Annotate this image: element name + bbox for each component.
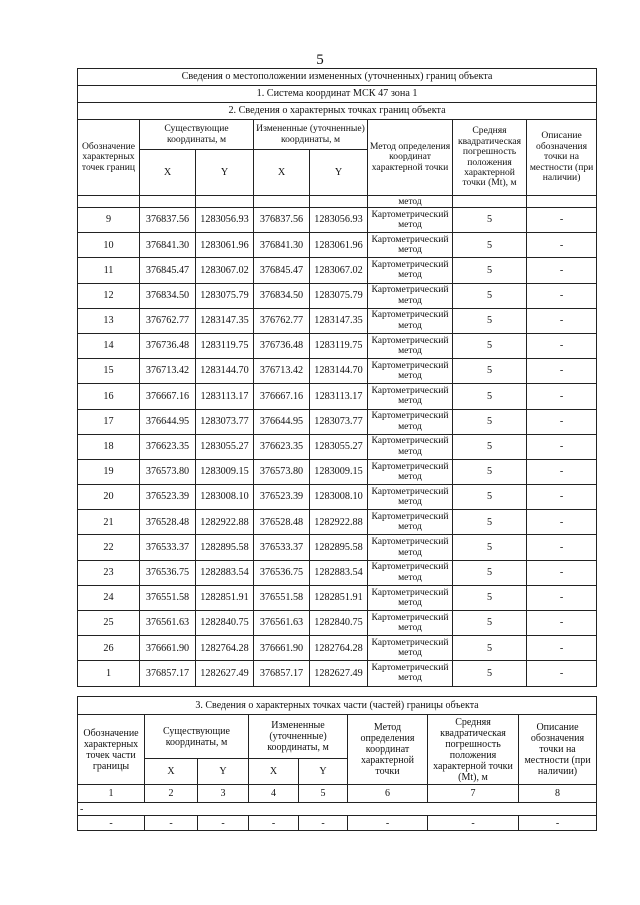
- y-existing: 1283075.79: [196, 283, 254, 308]
- x-existing: 376533.37: [140, 535, 196, 560]
- accuracy-cell: 5: [453, 384, 527, 409]
- s3-col-x-existing: X: [145, 759, 198, 785]
- accuracy-cell: 5: [453, 333, 527, 358]
- x-changed: 376523.39: [254, 485, 310, 510]
- col-y-existing: Y: [196, 150, 254, 196]
- point-number: 23: [78, 560, 140, 585]
- accuracy-cell: 5: [453, 308, 527, 333]
- description-cell: -: [527, 434, 597, 459]
- description-cell: -: [527, 510, 597, 535]
- x-changed: 376857.17: [254, 661, 310, 686]
- y-existing: 1282627.49: [196, 661, 254, 686]
- col-accuracy: Средняя квадратическая погрешность положения характерной точки (Mt), м: [453, 120, 527, 196]
- x-existing: 376841.30: [140, 233, 196, 258]
- table-row: [78, 535, 597, 560]
- s3-col-accuracy: Средняя квадратическая погрешность положения характерной точки (Mt), м: [428, 715, 519, 785]
- y-existing: 1282895.58: [196, 535, 254, 560]
- table-row: [78, 585, 597, 610]
- method-cell: Картометрический метод: [368, 611, 453, 636]
- x-existing: 376736.48: [140, 333, 196, 358]
- x-existing: 376573.80: [140, 459, 196, 484]
- s3-col-designation: Обозначение характерных точек части границы: [78, 715, 145, 785]
- accuracy-cell: 5: [453, 233, 527, 258]
- col-changed: Измененные (уточненные) координаты, м: [254, 120, 368, 150]
- x-changed: 376644.95: [254, 409, 310, 434]
- boundary-points-table: [77, 68, 597, 687]
- description-cell: -: [527, 208, 597, 233]
- col-y-changed: Y: [310, 150, 368, 196]
- method-cell: Картометрический метод: [368, 459, 453, 484]
- method-cell: Картометрический метод: [368, 359, 453, 384]
- table-row: [78, 611, 597, 636]
- point-number: 25: [78, 611, 140, 636]
- s3-col-method: Метод определения координат характерной точки: [348, 715, 428, 785]
- accuracy-cell: 5: [453, 459, 527, 484]
- point-number: 18: [78, 434, 140, 459]
- point-number: 9: [78, 208, 140, 233]
- point-number: 19: [78, 459, 140, 484]
- y-changed: 1282895.58: [310, 535, 368, 560]
- s3-num: 5: [299, 785, 348, 803]
- s3-empty-cell: -: [519, 816, 597, 831]
- accuracy-cell: 5: [453, 359, 527, 384]
- y-changed: 1282851.91: [310, 585, 368, 610]
- point-number: 21: [78, 510, 140, 535]
- description-cell: -: [527, 585, 597, 610]
- s3-empty-cell: -: [428, 816, 519, 831]
- point-number: 22: [78, 535, 140, 560]
- y-existing: 1283113.17: [196, 384, 254, 409]
- y-existing: 1283055.27: [196, 434, 254, 459]
- y-changed: 1283073.77: [310, 409, 368, 434]
- accuracy-cell: 5: [453, 661, 527, 686]
- s3-col-y-changed: Y: [299, 759, 348, 785]
- x-changed: 376845.47: [254, 258, 310, 283]
- s3-empty-cell: -: [198, 816, 249, 831]
- method-cell: Картометрический метод: [368, 560, 453, 585]
- method-cell: Картометрический метод: [368, 409, 453, 434]
- x-changed: 376561.63: [254, 611, 310, 636]
- s3-col-existing: Существующие координаты, м: [145, 715, 249, 759]
- accuracy-cell: 5: [453, 585, 527, 610]
- x-changed: 376667.16: [254, 384, 310, 409]
- page-number: 5: [316, 52, 324, 68]
- s3-col-description: Описание обозначения точки на местности (при наличии): [519, 715, 597, 785]
- x-changed: 376834.50: [254, 283, 310, 308]
- y-changed: 1283144.70: [310, 359, 368, 384]
- s3-num: 6: [348, 785, 428, 803]
- y-existing: 1283061.96: [196, 233, 254, 258]
- table-row: [78, 384, 597, 409]
- y-existing: 1282922.88: [196, 510, 254, 535]
- table-row: [78, 409, 597, 434]
- y-changed: 1282764.28: [310, 636, 368, 661]
- section3-title: 3. Сведения о характерных точках части (частей) границы объекта: [78, 697, 597, 715]
- y-existing: 1283067.02: [196, 258, 254, 283]
- method-cell: Картометрический метод: [368, 258, 453, 283]
- y-existing: 1283147.35: [196, 308, 254, 333]
- y-changed: 1283067.02: [310, 258, 368, 283]
- method-cell: Картометрический метод: [368, 308, 453, 333]
- accuracy-cell: 5: [453, 560, 527, 585]
- x-changed: 376536.75: [254, 560, 310, 585]
- method-cell: Картометрический метод: [368, 283, 453, 308]
- s3-col-x-changed: X: [249, 759, 299, 785]
- part-boundary-points-table: [77, 696, 597, 831]
- y-changed: 1282922.88: [310, 510, 368, 535]
- y-existing: 1283008.10: [196, 485, 254, 510]
- x-changed: 376713.42: [254, 359, 310, 384]
- table-row: [78, 434, 597, 459]
- table-row: [78, 333, 597, 358]
- description-cell: -: [527, 283, 597, 308]
- method-cell: Картометрический метод: [368, 434, 453, 459]
- table-row: [78, 208, 597, 233]
- point-number: 26: [78, 636, 140, 661]
- y-changed: 1283061.96: [310, 233, 368, 258]
- description-cell: -: [527, 560, 597, 585]
- y-changed: 1283075.79: [310, 283, 368, 308]
- description-cell: -: [527, 485, 597, 510]
- point-number: 14: [78, 333, 140, 358]
- y-existing: 1283073.77: [196, 409, 254, 434]
- method-cell: Картометрический метод: [368, 510, 453, 535]
- x-changed: 376736.48: [254, 333, 310, 358]
- y-existing: 1283119.75: [196, 333, 254, 358]
- x-changed: 376551.58: [254, 585, 310, 610]
- y-changed: 1283055.27: [310, 434, 368, 459]
- x-existing: 376644.95: [140, 409, 196, 434]
- description-cell: -: [527, 611, 597, 636]
- accuracy-cell: 5: [453, 510, 527, 535]
- y-existing: 1283144.70: [196, 359, 254, 384]
- table-row: [78, 485, 597, 510]
- method-cell: Картометрический метод: [368, 384, 453, 409]
- point-number: 12: [78, 283, 140, 308]
- accuracy-cell: 5: [453, 636, 527, 661]
- method-cell: Картометрический метод: [368, 485, 453, 510]
- coordinate-system: 1. Система координат МСК 47 зона 1: [78, 86, 597, 103]
- point-number: 24: [78, 585, 140, 610]
- method-cell: Картометрический метод: [368, 535, 453, 560]
- s3-num: 1: [78, 785, 145, 803]
- col-method: Метод определения координат характерной точки: [368, 120, 453, 196]
- x-changed: 376528.48: [254, 510, 310, 535]
- point-number: 1: [78, 661, 140, 686]
- col-designation: Обозначение характерных точек границ: [78, 120, 140, 196]
- col-description: Описание обозначения точки на местности (при наличии): [527, 120, 597, 196]
- s3-col-changed: Измененные (уточненные) координаты, м: [249, 715, 348, 759]
- s3-num: 8: [519, 785, 597, 803]
- y-changed: 1282840.75: [310, 611, 368, 636]
- point-number: 11: [78, 258, 140, 283]
- x-existing: 376561.63: [140, 611, 196, 636]
- x-existing: 376713.42: [140, 359, 196, 384]
- s3-num: 7: [428, 785, 519, 803]
- y-changed: 1283147.35: [310, 308, 368, 333]
- main-title: Сведения о местоположении измененных (уточненных) границ объекта: [78, 69, 597, 86]
- s3-empty-marker: -: [78, 803, 597, 816]
- x-changed: 376837.56: [254, 208, 310, 233]
- x-existing: 376551.58: [140, 585, 196, 610]
- method-cell: Картометрический метод: [368, 636, 453, 661]
- accuracy-cell: 5: [453, 485, 527, 510]
- col-existing: Существующие координаты, м: [140, 120, 254, 150]
- y-existing: 1282851.91: [196, 585, 254, 610]
- description-cell: -: [527, 535, 597, 560]
- s3-empty-cell: -: [249, 816, 299, 831]
- y-changed: 1283009.15: [310, 459, 368, 484]
- accuracy-cell: 5: [453, 434, 527, 459]
- y-changed: 1282627.49: [310, 661, 368, 686]
- table-row: [78, 510, 597, 535]
- description-cell: -: [527, 636, 597, 661]
- accuracy-cell: 5: [453, 535, 527, 560]
- x-changed: 376762.77: [254, 308, 310, 333]
- y-changed: 1282883.54: [310, 560, 368, 585]
- point-number: 15: [78, 359, 140, 384]
- x-existing: 376857.17: [140, 661, 196, 686]
- s3-empty-cell: -: [299, 816, 348, 831]
- point-number: 16: [78, 384, 140, 409]
- point-number: 20: [78, 485, 140, 510]
- description-cell: -: [527, 258, 597, 283]
- y-changed: 1283008.10: [310, 485, 368, 510]
- section2-title: 2. Сведения о характерных точках границ объекта: [78, 103, 597, 120]
- y-changed: 1283113.17: [310, 384, 368, 409]
- table-row: [78, 258, 597, 283]
- point-number: 13: [78, 308, 140, 333]
- x-changed: 376533.37: [254, 535, 310, 560]
- x-changed: 376841.30: [254, 233, 310, 258]
- table-row: [78, 359, 597, 384]
- x-existing: 376762.77: [140, 308, 196, 333]
- table-row: [78, 283, 597, 308]
- x-existing: 376837.56: [140, 208, 196, 233]
- col-x-existing: X: [140, 150, 196, 196]
- point-number: 10: [78, 233, 140, 258]
- table-row: [78, 560, 597, 585]
- x-existing: 376667.16: [140, 384, 196, 409]
- method-cell: Картометрический метод: [368, 208, 453, 233]
- description-cell: -: [527, 333, 597, 358]
- y-existing: 1283009.15: [196, 459, 254, 484]
- description-cell: -: [527, 233, 597, 258]
- accuracy-cell: 5: [453, 208, 527, 233]
- y-existing: 1282764.28: [196, 636, 254, 661]
- s3-num: 2: [145, 785, 198, 803]
- s3-num: 4: [249, 785, 299, 803]
- y-changed: 1283119.75: [310, 333, 368, 358]
- x-changed: 376661.90: [254, 636, 310, 661]
- description-cell: -: [527, 459, 597, 484]
- s3-num: 3: [198, 785, 249, 803]
- table-row: [78, 459, 597, 484]
- method-cell: Картометрический метод: [368, 661, 453, 686]
- method-cell: Картометрический метод: [368, 333, 453, 358]
- y-existing: 1282840.75: [196, 611, 254, 636]
- accuracy-cell: 5: [453, 409, 527, 434]
- accuracy-cell: 5: [453, 258, 527, 283]
- x-existing: 376845.47: [140, 258, 196, 283]
- s3-empty-cell: -: [348, 816, 428, 831]
- description-cell: -: [527, 409, 597, 434]
- continuation-text: метод: [368, 196, 453, 208]
- x-existing: 376661.90: [140, 636, 196, 661]
- s3-empty-cell: -: [145, 816, 198, 831]
- table-row: [78, 661, 597, 686]
- y-existing: 1283056.93: [196, 208, 254, 233]
- point-number: 17: [78, 409, 140, 434]
- x-existing: 376523.39: [140, 485, 196, 510]
- s3-col-y-existing: Y: [198, 759, 249, 785]
- x-existing: 376623.35: [140, 434, 196, 459]
- x-changed: 376573.80: [254, 459, 310, 484]
- method-cell: Картометрический метод: [368, 233, 453, 258]
- accuracy-cell: 5: [453, 611, 527, 636]
- y-existing: 1282883.54: [196, 560, 254, 585]
- y-changed: 1283056.93: [310, 208, 368, 233]
- accuracy-cell: 5: [453, 283, 527, 308]
- description-cell: -: [527, 384, 597, 409]
- col-x-changed: X: [254, 150, 310, 196]
- s3-empty-cell: -: [78, 816, 145, 831]
- x-existing: 376536.75: [140, 560, 196, 585]
- x-changed: 376623.35: [254, 434, 310, 459]
- x-existing: 376528.48: [140, 510, 196, 535]
- x-existing: 376834.50: [140, 283, 196, 308]
- description-cell: -: [527, 308, 597, 333]
- table-row: [78, 233, 597, 258]
- description-cell: -: [527, 661, 597, 686]
- description-cell: -: [527, 359, 597, 384]
- table-row: [78, 308, 597, 333]
- table-row: [78, 636, 597, 661]
- method-cell: Картометрический метод: [368, 585, 453, 610]
